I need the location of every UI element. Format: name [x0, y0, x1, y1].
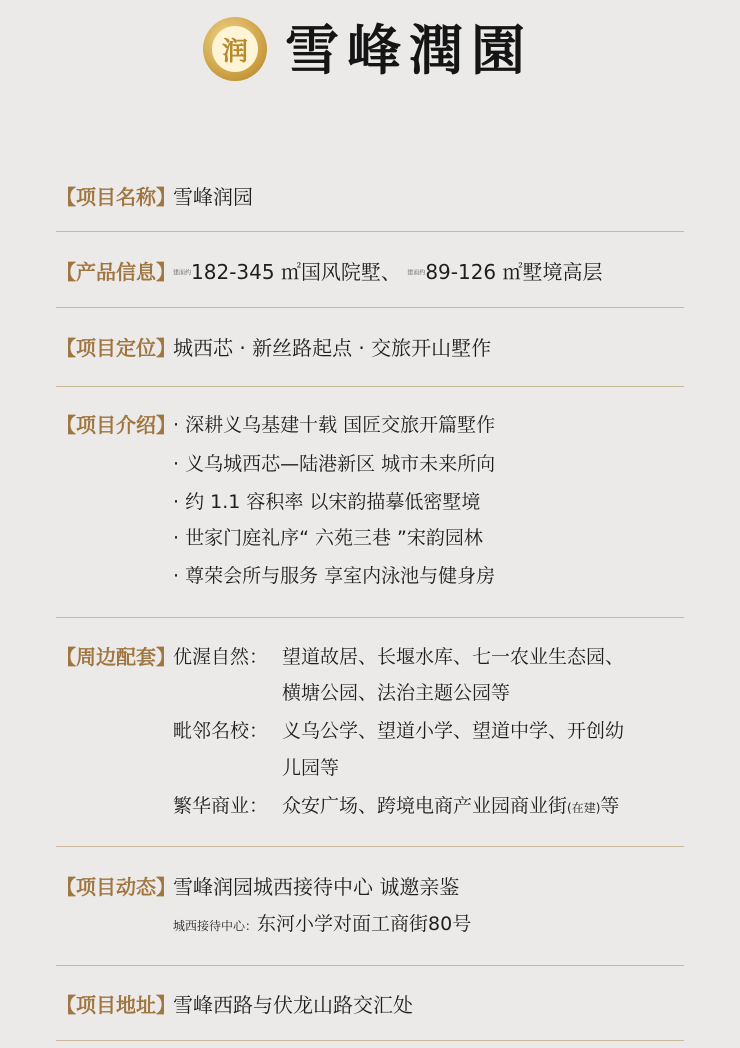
nature-line-1: 望道故居、长堰水库、七一农业生态园、: [282, 646, 625, 668]
intro-bullet: · 义乌城西芯—陆港新区 城市未来所向: [173, 453, 496, 475]
label-news: 【项目动态】: [56, 875, 176, 899]
value-address: 雪峰西路与伏龙山路交汇处: [173, 993, 413, 1017]
commerce-note: (在建): [567, 801, 601, 815]
label-surroundings: 【周边配套】: [56, 645, 176, 669]
reception-center-value: 东河小学对面工商街80号: [257, 913, 472, 935]
area-2: 89-126 ㎡: [425, 260, 523, 284]
row-news: [56, 874, 684, 944]
commerce-key: 繁华商业：: [173, 795, 269, 817]
brand-title: 雪峰潤園: [285, 18, 533, 82]
value-product-info: [173, 259, 603, 287]
label-intro: 【项目介绍】: [56, 413, 176, 437]
value-positioning: 城西芯 · 新丝路起点 · 交旅开山墅作: [173, 336, 492, 360]
intro-bullet: · 尊荣会所与服务 享室内泳池与健身房: [173, 565, 496, 587]
intro-bullet: · 深耕义乌基建十载 国匠交旅开篇墅作: [173, 414, 496, 436]
divider: [56, 386, 684, 387]
nature-key: 优渥自然：: [173, 646, 269, 668]
divider: [56, 231, 684, 232]
header: [0, 0, 740, 100]
school-line-1: 义乌公学、望道小学、望道中学、开创幼: [282, 720, 625, 742]
value-project-name: 雪峰润园: [173, 185, 253, 209]
type-1: 国风院墅、: [300, 260, 401, 284]
type-2: 墅境高层: [522, 260, 603, 284]
label-project-name: 【项目名称】: [56, 185, 176, 209]
intro-bullet: · 约 1.1 容积率 以宋韵描摹低密墅境: [173, 491, 481, 513]
commerce-value: 众安广场、跨境电商产业园商业街(在建)等: [282, 795, 620, 817]
divider: [56, 965, 684, 966]
row-intro: [56, 412, 684, 592]
divider: [56, 307, 684, 308]
row-surroundings: [56, 644, 684, 824]
school-key: 毗邻名校：: [173, 720, 269, 742]
area-1: 182-345 ㎡: [191, 260, 301, 284]
label-address: 【项目地址】: [56, 993, 176, 1017]
small-area-label-1: 建面约: [173, 269, 192, 277]
reception-center: [173, 911, 471, 939]
value-news: 雪峰润园城西接待中心 诚邀亲鉴: [173, 875, 460, 899]
divider: [56, 617, 684, 618]
label-product-info: 【产品信息】: [56, 260, 176, 284]
divider: [56, 1040, 684, 1041]
intro-bullet: · 世家门庭礼序“ 六苑三巷 ”宋韵园林: [173, 527, 483, 549]
small-area-label-2: 建面约: [407, 269, 426, 277]
label-positioning: 【项目定位】: [56, 336, 176, 360]
logo-char: 润: [221, 36, 248, 67]
divider: [56, 846, 684, 847]
brand-logo-icon: [203, 17, 267, 81]
school-line-2: 儿园等: [282, 757, 340, 779]
reception-center-key: 城西接待中心：: [173, 919, 258, 933]
nature-line-2: 横塘公园、法治主题公园等: [282, 682, 511, 704]
